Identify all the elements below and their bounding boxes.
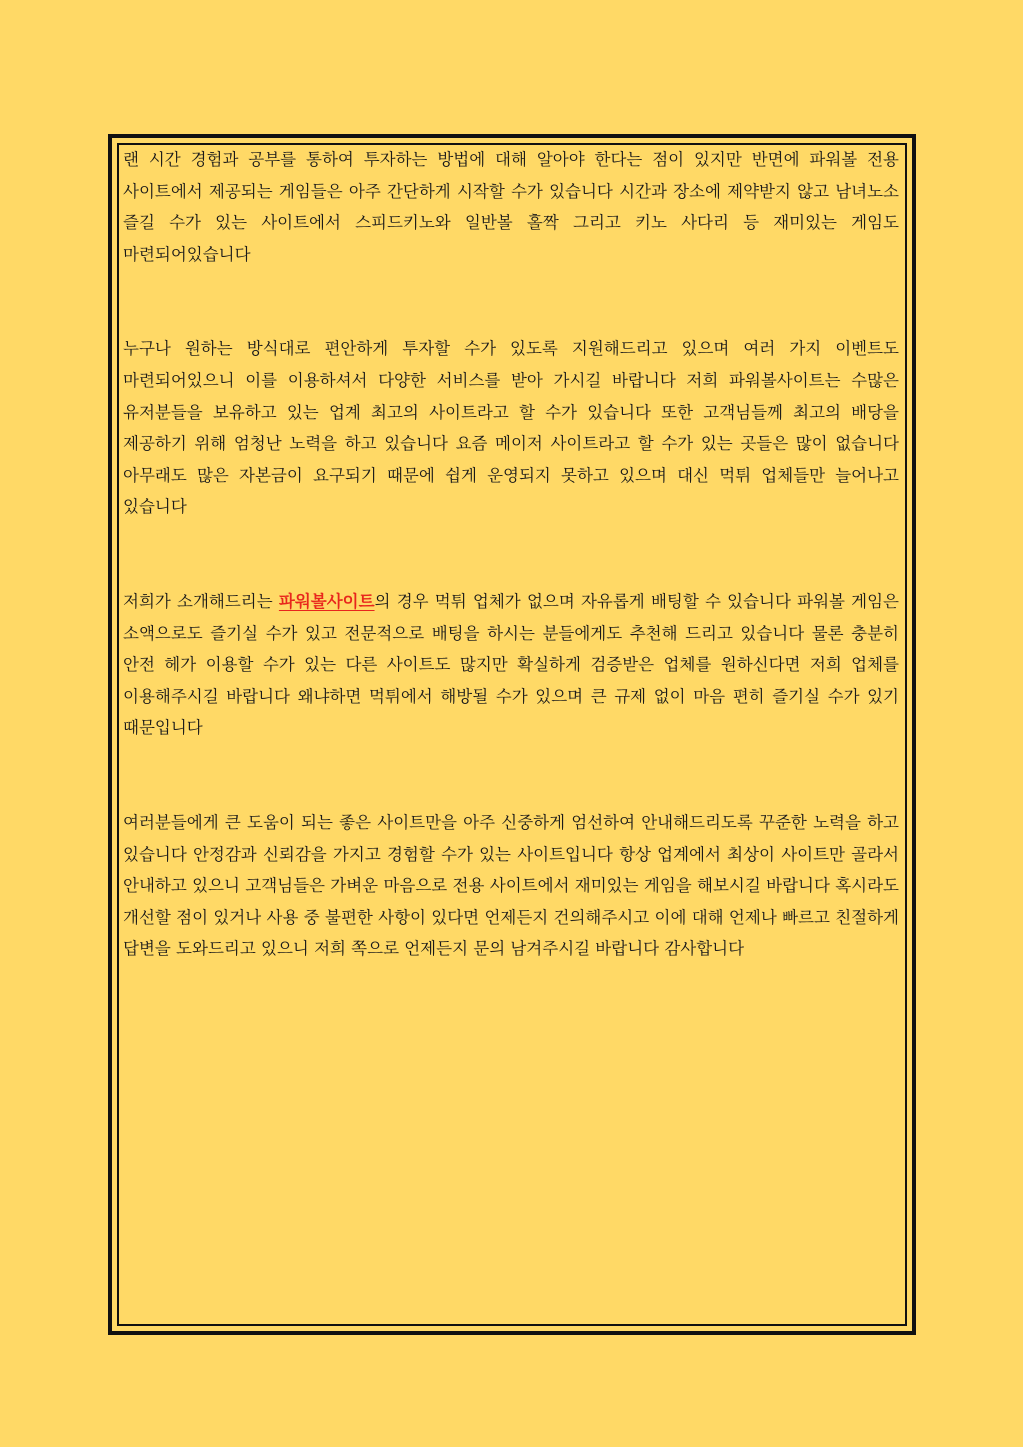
paragraph-spacer [123,523,899,586]
paragraph-1: 랜 시간 경험과 공부를 통하여 투자하는 방법에 대해 알아야 한다는 점이 있지만 반면에 파워볼 전용 사이트에서 제공되는 게임들은 아주 간단하게 시작할 수가 있습니다 시간과 장소에 제약받지 않고 남녀노소 즐길 수가 있는 사이트에서 스피드키노와 일반볼 홀짝 그리고 키노 사다리 등 재미있는 게임도 마련되어있습니다 [123,150,899,264]
paragraph-3-rest: 의 경우 먹튀 업체가 없으며 자유롭게 배팅할 수 있습니다 파워볼 게임은 소액으로도 즐기실 수가 있고 전문적으로 배팅을 하시는 분들에게도 추천해 드리고 있습니다 물론 충분히 안전 헤가 이용할 수가 있는 다른 사이트도 많지만 확실하게 검증받은 업체를 원하신다면 저희 업체를 이용해주시길 바랍니다 왜냐하면 먹튀에서 해방될 수가 있으며 큰 규제 없이 마음 편히 즐기실 수가 있기 때문입니다 [123,591,899,738]
paragraph-spacer [123,744,899,807]
paragraph-2: 누구나 원하는 방식대로 편안하게 투자할 수가 있도록 지원해드리고 있으며 여러 가지 이벤트도 마련되어있으니 이를 이용하셔서 다양한 서비스를 받아 가시길 바랍니다 저희 파워볼사이트는 수많은 유저분들을 보유하고 있는 업계 최고의 사이트라고 할 수가 있습니다 또한 고객님들께 최고의 배당을 제공하기 위해 엄청난 노력을 하고 있습니다 요즘 메이저 사이트라고 할 수가 있는 곳들은 많이 없습니다 아무래도 많은 자본금이 요구되기 때문에 쉽게 운영되지 못하고 있으며 대신 먹튀 업체들만 늘어나고 있습니다 [123,339,899,517]
paragraph-3-lead: 저희가 소개해드리는 [123,591,279,611]
paragraph-spacer [123,270,899,333]
document-body [123,144,899,965]
paragraph-4: 여러분들에게 큰 도움이 되는 좋은 사이트만을 아주 신중하게 엄선하여 안내해드리도록 꾸준한 노력을 하고 있습니다 안정감과 신뢰감을 가지고 경험할 수가 있는 사이트입니다 항상 업계에서 최상이 사이트만 골라서 안내하고 있으니 고객님들은 가벼운 마음으로 전용 사이트에서 재미있는 게임을 해보시길 바랍니다 혹시라도 개선할 점이 있거나 사용 중 불편한 사항이 있다면 언제든지 건의해주시고 이에 대해 언제나 빠르고 친절하게 답변을 도와드리고 있으니 저희 쪽으로 언제든지 문의 남겨주시길 바랍니다 감사합니다 [123,812,899,959]
paragraph-3 [123,586,899,744]
powerball-site-link[interactable]: 파워볼사이트 [278,591,375,611]
